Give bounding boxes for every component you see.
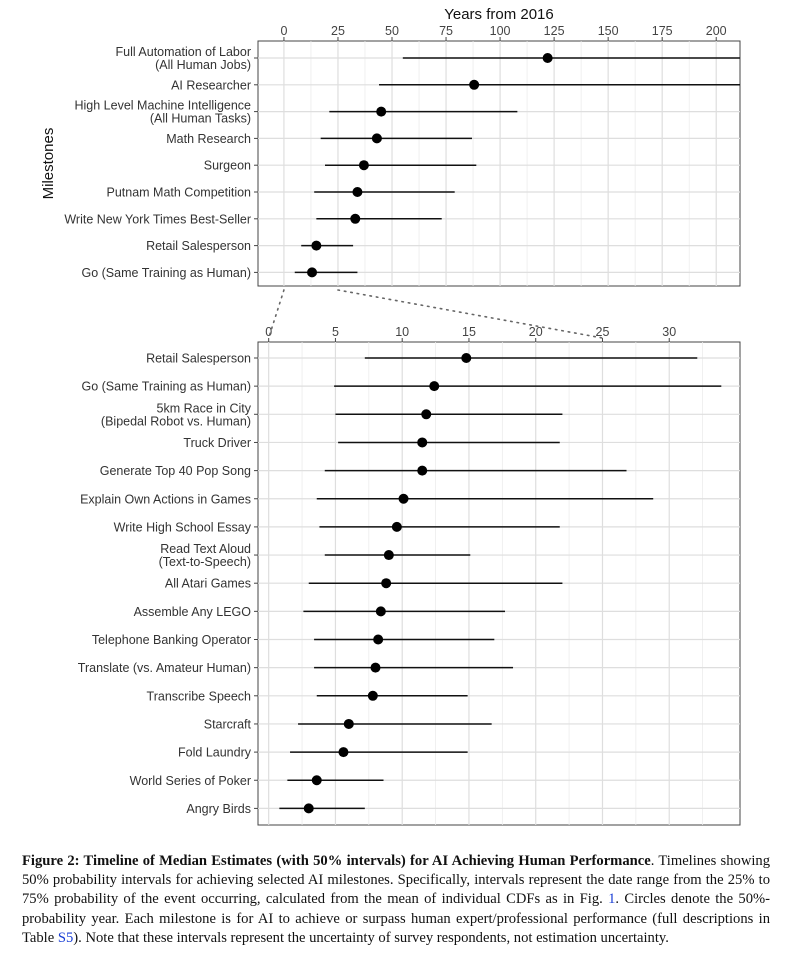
y-tick-label: Assemble Any LEGO bbox=[133, 604, 251, 619]
median-point bbox=[376, 107, 386, 117]
x-tick-label: 175 bbox=[651, 24, 673, 38]
caption-figure-link[interactable]: 1 bbox=[608, 891, 616, 908]
x-tick-label: 125 bbox=[543, 24, 565, 38]
x-tick-label: 20 bbox=[528, 325, 543, 339]
median-point bbox=[469, 80, 479, 90]
median-point bbox=[372, 133, 382, 143]
y-tick-label: Go (Same Training as Human) bbox=[81, 265, 251, 280]
x-tick-label: 200 bbox=[705, 24, 727, 38]
y-tick-label: Telephone Banking Operator bbox=[91, 633, 251, 647]
median-point bbox=[304, 803, 314, 813]
median-point bbox=[359, 160, 369, 170]
y-tick-label: (All Human Tasks) bbox=[149, 111, 251, 126]
median-point bbox=[417, 437, 427, 447]
x-axis-title: Years from 2016 bbox=[444, 6, 554, 23]
median-point bbox=[370, 663, 380, 673]
y-tick-label: Transcribe Speech bbox=[146, 689, 251, 704]
caption-text-2: . Circles denote the 50%-probability year. Each milestone is for AI to achieve or surpass human expert/professional performance (full descriptions in Table bbox=[22, 891, 771, 946]
y-tick-label: (Text-to-Speech) bbox=[158, 555, 251, 570]
median-point bbox=[311, 241, 321, 251]
y-tick-label: Translate (vs. Amateur Human) bbox=[77, 661, 251, 676]
y-tick-label: Starcraft bbox=[203, 717, 251, 732]
x-tick-label: 25 bbox=[595, 325, 610, 339]
x-tick-label: 75 bbox=[439, 24, 453, 38]
x-tick-label: 0 bbox=[280, 24, 288, 38]
y-tick-label: AI Researcher bbox=[171, 78, 251, 93]
y-tick-label: Retail Salesperson bbox=[146, 239, 251, 254]
y-tick-label: Fold Laundry bbox=[178, 745, 251, 760]
y-tick-label: Math Research bbox=[166, 131, 251, 146]
x-tick-label: 150 bbox=[597, 24, 619, 38]
y-tick-label: World Series of Poker bbox=[129, 773, 251, 788]
y-tick-label: High Level Machine Intelligence bbox=[74, 98, 251, 113]
median-point bbox=[381, 578, 391, 588]
y-tick-label: (Bipedal Robot vs. Human) bbox=[100, 414, 251, 429]
median-point bbox=[376, 606, 386, 616]
y-tick-label: Truck Driver bbox=[183, 435, 251, 450]
y-tick-label: (All Human Jobs) bbox=[155, 58, 251, 72]
median-point bbox=[384, 550, 394, 560]
y-tick-label: Putnam Math Competition bbox=[106, 185, 251, 200]
median-point bbox=[368, 691, 378, 701]
y-tick-label: Angry Birds bbox=[186, 801, 251, 816]
median-point bbox=[429, 381, 439, 391]
caption-text-3: ). Note that these intervals represent the uncertainty of survey respondents, not estimation uncertainty. bbox=[73, 929, 669, 946]
figure-caption bbox=[22, 852, 770, 948]
caption-text-1: . Timelines showing 50% probability intervals for achieving selected AI milestones. Specifically, intervals represent the date range from the 25% to 75% probability of the event occurring, calculated from the mean of individual CDFs as in Fig. bbox=[22, 853, 771, 908]
median-point bbox=[461, 353, 471, 363]
y-tick-label: Generate Top 40 Pop Song bbox=[99, 464, 251, 479]
y-tick-label: Read Text Aloud bbox=[160, 542, 251, 557]
median-point bbox=[344, 719, 354, 729]
y-tick-label: Go (Same Training as Human) bbox=[81, 379, 251, 394]
median-point bbox=[421, 409, 431, 419]
x-tick-label: 5 bbox=[331, 325, 339, 339]
median-point bbox=[307, 267, 317, 277]
y-tick-label: Write High School Essay bbox=[113, 520, 251, 535]
median-point bbox=[417, 466, 427, 476]
x-tick-label: 10 bbox=[395, 325, 410, 339]
median-point bbox=[350, 214, 360, 224]
median-point bbox=[373, 635, 383, 645]
x-tick-label: 100 bbox=[489, 24, 511, 38]
top-panel-border bbox=[258, 41, 740, 286]
y-tick-label: Explain Own Actions in Games bbox=[80, 492, 251, 507]
y-tick-label: Retail Salesperson bbox=[146, 351, 251, 366]
x-tick-label: 50 bbox=[385, 24, 399, 38]
median-point bbox=[352, 187, 362, 197]
x-tick-label: 0 bbox=[265, 325, 273, 339]
median-point bbox=[392, 522, 402, 532]
median-point bbox=[543, 53, 553, 63]
x-tick-label: 25 bbox=[331, 24, 345, 38]
bottom-panel bbox=[78, 325, 740, 825]
caption-lead: Figure 2: Timeline of Median Estimates (with 50% intervals) for AI Achieving Human Performance bbox=[22, 853, 651, 869]
x-tick-label: 30 bbox=[662, 325, 677, 339]
median-point bbox=[338, 747, 348, 757]
median-point bbox=[312, 775, 322, 785]
y-tick-label: 5km Race in City bbox=[156, 401, 251, 416]
y-tick-label: Write New York Times Best-Seller bbox=[64, 212, 251, 227]
y-tick-label: Surgeon bbox=[203, 158, 251, 173]
x-tick-label: 15 bbox=[462, 325, 476, 339]
y-tick-label: Full Automation of Labor bbox=[115, 45, 251, 59]
median-point bbox=[399, 494, 409, 504]
caption-table-link[interactable]: S5 bbox=[57, 929, 74, 946]
top-panel bbox=[40, 6, 740, 286]
y-tick-label: All Atari Games bbox=[164, 576, 251, 591]
y-axis-title: Milestones bbox=[40, 127, 57, 200]
